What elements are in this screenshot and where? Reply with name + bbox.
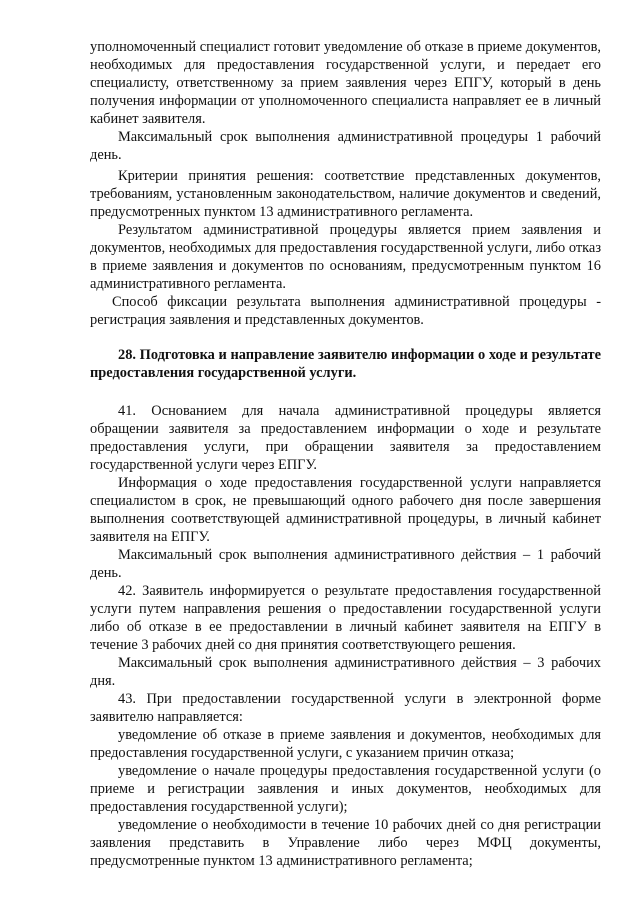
paragraph-max-term-3-days: Максимальный срок выполнения административного действия – 3 рабочих дня.: [90, 655, 601, 689]
paragraph-info-progress: Информация о ходе предоставления государственной услуги направляется специалистом в срок, не превышающий одного рабочего дня после завершения выполнения соответствующей административной процедуры, в личный кабинет заявителя на ЕПГУ.: [90, 475, 601, 545]
list-item-start-notice: уведомление о начале процедуры предоставления государственной услуги (о приеме и регистрации заявления и иных документов, необходимых для предоставления государственной услуги);: [90, 763, 601, 815]
paragraph-42: 42. Заявитель информируется о результате предоставления государственной услуги путем направления решения о предоставлении государственной услуги либо об отказе в ее предоставлении в личный кабинет заявителя на ЕПГУ в течение 3 рабочих дней со дня принятия соответствующего решения.: [90, 583, 601, 653]
document-body: [90, 38, 601, 870]
section-heading: 28. Подготовка и направление заявителю информации о ходе и результате предоставления государственной услуги.: [90, 347, 601, 381]
paragraph-max-term-1-day: Максимальный срок выполнения административного действия – 1 рабочий день.: [90, 547, 601, 581]
paragraph-41: 41. Основанием для начала административной процедуры является обращении заявителя за предоставлением информации о ходе и результате предоставления услуги, при обращении заявителя за предоставлением государственной услуги через ЕПГУ.: [90, 403, 601, 473]
list-item-documents-notice: уведомление о необходимости в течение 10 рабочих дней со дня регистрации заявления представить в Управление либо через МФЦ документы, предусмотренные пунктом 13 административного регламента;: [90, 817, 601, 869]
paragraph-procedure-result: Результатом административной процедуры является прием заявления и документов, необходимых для предоставления государственной услуги, либо отказ в приеме заявления и документов по основаниям, предусмотренным пунктом 16 административного регламента.: [90, 222, 601, 292]
paragraph-decision-criteria: Критерии принятия решения: соответствие представленных документов, требованиям, установленным законодательством, наличие документов и сведений, предусмотренных пунктом 13 административного регламента.: [90, 168, 601, 220]
paragraph-continuation: уполномоченный специалист готовит уведомление об отказе в приеме документов, необходимых для предоставления государственной услуги, и передает его специалисту, ответственному за прием заявления через ЕПГУ, который в день получения информации от уполномоченного специалиста направляет ее в личный кабинет заявителя.: [90, 39, 601, 127]
list-item-refusal-notice: уведомление об отказе в приеме заявления и документов, необходимых для предоставления государственной услуги, с указанием причин отказа;: [90, 727, 601, 761]
paragraph-max-term: Максимальный срок выполнения административной процедуры 1 рабочий день.: [90, 129, 601, 163]
paragraph-43: 43. При предоставлении государственной услуги в электронной форме заявителю направляется:: [90, 691, 601, 725]
paragraph-fixation-method: Способ фиксации результата выполнения административной процедуры - регистрация заявления и представленных документов.: [90, 294, 601, 328]
